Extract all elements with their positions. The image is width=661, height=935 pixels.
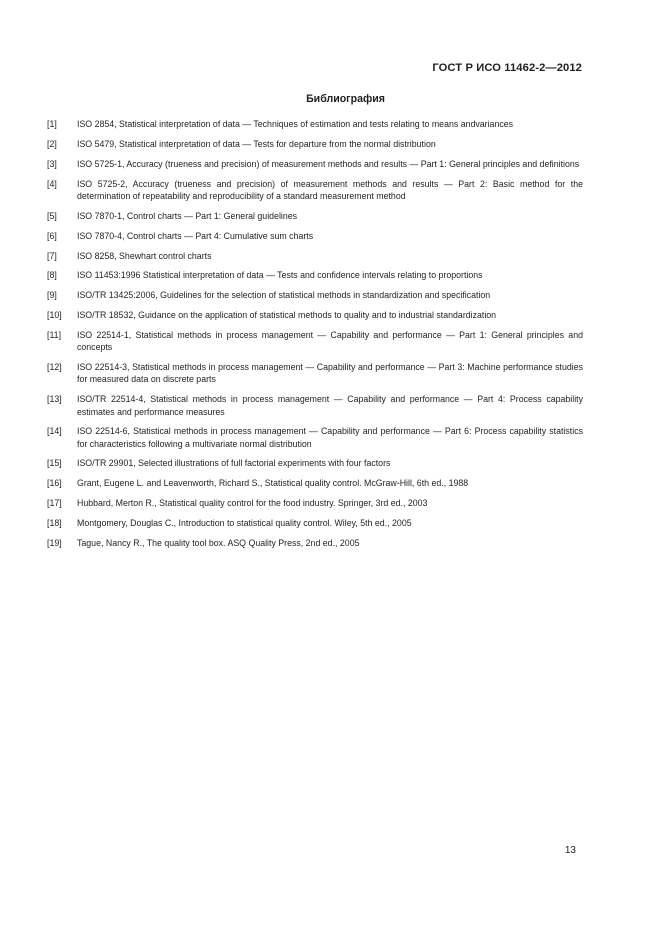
reference-text: ISO/TR 13425:2006, Guidelines for the selection of statistical methods in standardization and specification	[77, 290, 491, 301]
reference-text: ISO 7870-1, Control charts — Part 1: General guidelines	[77, 210, 298, 221]
reference-text: ISO 7870-4, Control charts — Part 4: Cumulative sum charts	[77, 230, 314, 241]
reference-text: Tague, Nancy R., The quality tool box. ASQ Quality Press, 2nd ed., 2005	[77, 538, 360, 549]
reference-number: [18]	[47, 518, 62, 529]
reference-number: [11]	[47, 330, 62, 341]
reference-number: [15]	[47, 458, 62, 469]
bibliography-list	[47, 118, 583, 557]
bibliography-item	[47, 289, 583, 301]
bibliography-item	[47, 517, 583, 529]
reference-number: [19]	[47, 538, 62, 549]
bibliography-item	[47, 230, 583, 242]
reference-text: ISO 2854, Statistical interpretation of data — Techniques of estimation and tests relating to means andvariances	[77, 119, 514, 129]
reference-number: [12]	[47, 362, 62, 373]
reference-number: [17]	[47, 498, 62, 509]
reference-number: [6]	[47, 230, 57, 241]
reference-text: ISO 5725-2, Accuracy (trueness and precision) of measurement methods and results — Part 2: Basic method for the determination of repeatability and reproducibility of a standard measurement method	[77, 178, 583, 201]
reference-text: ISO 22514-6, Statistical methods in process management — Capability and performance — Part 6: Process capability statistics for characteristics following a multivariate normal distribution	[77, 426, 583, 449]
reference-number: [1]	[47, 119, 57, 129]
reference-text: Grant, Eugene L. and Leavenworth, Richard S., Statistical quality control. McGraw-Hill, 6th ed., 1988	[77, 478, 469, 489]
reference-text: ISO 8258, Shewhart control charts	[77, 250, 212, 261]
bibliography-item	[47, 393, 583, 417]
bibliography-item	[47, 178, 583, 202]
bibliography-item	[47, 250, 583, 262]
reference-text: ISO 22514-3, Statistical methods in process management — Capability and performance — Part 3: Machine performance studies for measured data on discrete parts	[77, 362, 583, 385]
reference-number: [5]	[47, 210, 57, 221]
bibliography-item	[47, 118, 583, 130]
reference-number: [4]	[47, 178, 57, 189]
reference-text: ISO 5479, Statistical interpretation of data — Tests for departure from the normal distribution	[77, 138, 436, 149]
bibliography-item	[47, 269, 583, 281]
bibliography-item	[47, 158, 583, 170]
page-number: 13	[564, 845, 576, 856]
reference-text: ISO/TR 18532, Guidance on the application of statistical methods to quality and to industrial standardization	[77, 310, 497, 321]
reference-text: ISO 5725-1, Accuracy (trueness and precision) of measurement methods and results — Part 1: General principles and definitions	[77, 158, 580, 169]
bibliography-title: Библиография	[306, 93, 385, 105]
bibliography-item	[47, 477, 583, 489]
reference-number: [9]	[47, 290, 57, 301]
reference-number: [8]	[47, 270, 57, 281]
reference-text: ISO/TR 29901, Selected illustrations of full factorial experiments with four factors	[77, 458, 391, 469]
bibliography-item	[47, 361, 583, 385]
reference-number: [7]	[47, 250, 57, 261]
reference-number: [16]	[47, 478, 62, 489]
reference-number: [14]	[47, 426, 62, 437]
reference-number: [2]	[47, 138, 57, 149]
bibliography-item	[47, 457, 583, 469]
bibliography-item	[47, 537, 583, 549]
reference-text: ISO/TR 22514-4, Statistical methods in process management — Capability and performance — Part 4: Process capability estimates and performance measures	[77, 394, 583, 417]
bibliography-item	[47, 210, 583, 222]
reference-number: [13]	[47, 394, 62, 405]
bibliography-item	[47, 138, 583, 150]
bibliography-item	[47, 425, 583, 449]
reference-text: Hubbard, Merton R., Statistical quality control for the food industry. Springer, 3rd ed., 2003	[77, 498, 428, 509]
bibliography-item	[47, 329, 583, 353]
bibliography-item	[47, 309, 583, 321]
reference-number: [10]	[47, 310, 62, 321]
bibliography-item	[47, 497, 583, 509]
reference-text: ISO 22514-1, Statistical methods in process management — Capability and performance — Part 1: General principles and concepts	[77, 330, 583, 353]
reference-text: ISO 11453:1996 Statistical interpretation of data — Tests and confidence intervals relating to proportions	[77, 270, 483, 281]
reference-number: [3]	[47, 158, 57, 169]
document-header-code: ГОСТ Р ИСО 11462-2—2012	[432, 62, 582, 74]
reference-text: Montgomery, Douglas C., Introduction to statistical quality control. Wiley, 5th ed., 2005	[77, 518, 412, 529]
